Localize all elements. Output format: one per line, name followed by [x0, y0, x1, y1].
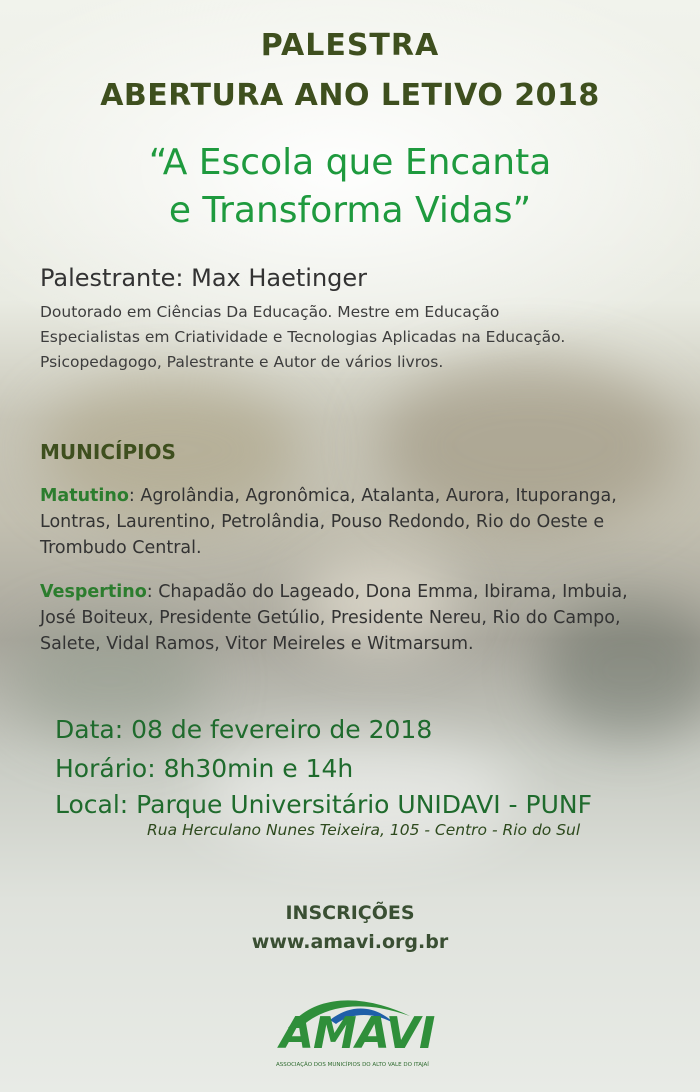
- logo-subtitle: ASSOCIAÇÃO DOS MUNICÍPIOS DO ALTO VALE DO ITAJAÍ: [276, 1062, 429, 1068]
- quote-line-2: e Transforma Vidas”: [168, 190, 532, 231]
- quote-line-1: “A Escola que Encanta: [148, 142, 552, 183]
- event-location: [55, 790, 592, 819]
- registration-label: INSCRIÇÕES: [285, 902, 415, 924]
- speaker-bio-line: Especialistas em Criatividade e Tecnologias Aplicadas na Educação.: [40, 328, 566, 346]
- matutino-label: Matutino: [40, 486, 129, 506]
- speaker-bio-line: Psicopedagogo, Palestrante e Autor de vários livros.: [40, 353, 444, 371]
- event-address: Rua Herculano Nunes Teixeira, 105 - Centro - Rio do Sul: [147, 821, 581, 839]
- location-label: Local:: [55, 790, 129, 819]
- date-value: 08 de fevereiro de 2018: [123, 715, 433, 744]
- time-value: 8h30min e 14h: [155, 754, 354, 783]
- vespertino-list: [40, 579, 660, 657]
- event-date: [55, 715, 432, 744]
- speaker-title: Palestrante: Max Haetinger: [40, 264, 368, 292]
- vespertino-text: : Chapadão do Lageado, Dona Emma, Ibirama, Imbuia, José Boiteux, Presidente Getúlio, Presidente Nereu, Rio do Campo, Salete, Vidal Ramos, Vitor Meireles e Witmarsum.: [40, 582, 628, 654]
- registration-link[interactable]: www.amavi.org.br: [251, 931, 449, 953]
- speaker-bio-line: Doutorado em Ciências Da Educação. Mestre em Educação: [40, 303, 500, 321]
- location-value: Parque Universitário UNIDAVI - PUNF: [128, 790, 592, 819]
- date-label: Data:: [55, 715, 124, 744]
- event-time: [55, 754, 353, 783]
- amavi-logo: [270, 990, 435, 1080]
- event-type-title: PALESTRA: [260, 28, 440, 63]
- time-label: Horário:: [55, 754, 156, 783]
- vespertino-label: Vespertino: [40, 582, 147, 602]
- municipios-heading: MUNICÍPIOS: [40, 440, 176, 464]
- matutino-text: : Agrolândia, Agronômica, Atalanta, Aurora, Ituporanga, Lontras, Laurentino, Petrolândia, Pouso Redondo, Rio do Oeste e Trombudo Central.: [40, 486, 617, 558]
- event-title: ABERTURA ANO LETIVO 2018: [100, 78, 600, 113]
- matutino-list: [40, 483, 660, 561]
- logo-wordmark: AMAVI: [280, 1008, 435, 1059]
